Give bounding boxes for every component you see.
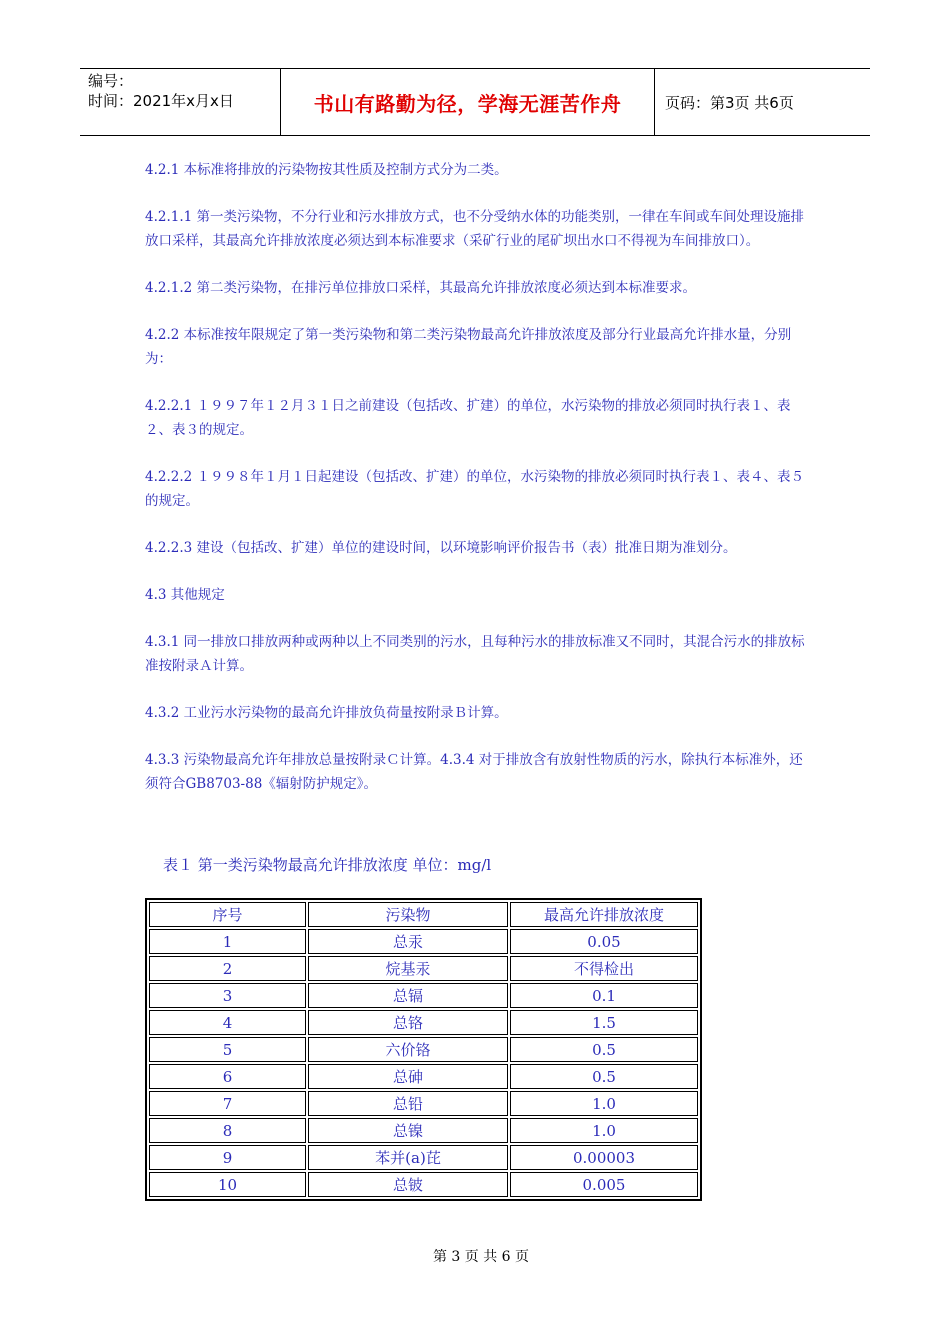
document-body (145, 158, 815, 819)
table-row (149, 1145, 698, 1170)
page-footer: 第 3 页 共 6 页 (432, 1249, 530, 1265)
paragraph: 4.2.1.1 第一类污染物，不分行业和污水排放方式，也不分受纳水体的功能类别，一律在车间或车间处理设施排放口采样，其最高允许排放浓度必须达到本标准要求（采矿行业的尾矿坝出水口不得视为车间排放口）。 (145, 209, 805, 249)
table-cell: 1.0 (510, 1118, 698, 1143)
table-cell: 1.5 (510, 1010, 698, 1035)
table-cell: 总砷 (308, 1064, 508, 1089)
table-cell: 总铍 (308, 1172, 508, 1197)
paragraph: 4.2.2 本标准按年限规定了第一类污染物和第二类污染物最高允许排放浓度及部分行业最高允许排水量，分别为： (145, 327, 792, 367)
paragraph: 4.2.2.3 建设（包括改、扩建）单位的建设时间，以环境影响评价报告书（表）批准日期为准划分。 (145, 540, 737, 556)
header-meta (80, 69, 281, 135)
paragraph: 4.3.2 工业污水污染物的最高允许排放负荷量按附录Ｂ计算。 (145, 705, 508, 721)
section-heading: 4.3 其他规定 (145, 587, 225, 603)
table-cell: 六价铬 (308, 1037, 508, 1062)
table-cell: 8 (149, 1118, 306, 1143)
table-header-row (149, 902, 698, 927)
table-cell: 总铬 (308, 1010, 508, 1035)
column-header: 序号 (149, 902, 306, 927)
table-cell: 4 (149, 1010, 306, 1035)
code-label: 编号： (88, 72, 134, 90)
table-cell: 0.00003 (510, 1145, 698, 1170)
table-cell: 0.5 (510, 1064, 698, 1089)
column-header: 最高允许排放浓度 (510, 902, 698, 927)
table-cell: 总镉 (308, 983, 508, 1008)
table-row (149, 983, 698, 1008)
table-cell: 6 (149, 1064, 306, 1089)
table-cell: 不得检出 (510, 956, 698, 981)
table-cell: 苯并(a)芘 (308, 1145, 508, 1170)
table-cell: 0.5 (510, 1037, 698, 1062)
time-label: 时间：2021年x月x日 (88, 92, 234, 110)
table-cell: 1.0 (510, 1091, 698, 1116)
table-row (149, 1091, 698, 1116)
table-row (149, 1172, 698, 1197)
table-cell: 总铅 (308, 1091, 508, 1116)
table-cell: 0.05 (510, 929, 698, 954)
table-cell: 7 (149, 1091, 306, 1116)
table-cell: 烷基汞 (308, 956, 508, 981)
table-cell: 9 (149, 1145, 306, 1170)
paragraph: 4.3.3 污染物最高允许年排放总量按附录Ｃ计算。4.3.4 对于排放含有放射性物质的污水，除执行本标准外，还须符合GB8703-88《辐射防护规定》。 (145, 752, 803, 792)
table-cell: 1 (149, 929, 306, 954)
column-header: 污染物 (308, 902, 508, 927)
table-cell: 0.005 (510, 1172, 698, 1197)
pollutant-table (145, 898, 702, 1201)
table-row (149, 1010, 698, 1035)
table-cell: 总镍 (308, 1118, 508, 1143)
paragraph: 4.2.1.2 第二类污染物，在排污单位排放口采样，其最高允许排放浓度必须达到本标准要求。 (145, 280, 697, 296)
table-row (149, 956, 698, 981)
table-caption: 表１ 第一类污染物最高允许排放浓度 单位：mg/l (163, 856, 492, 874)
table-row (149, 929, 698, 954)
table-cell: 10 (149, 1172, 306, 1197)
table-cell: 2 (149, 956, 306, 981)
table-row (149, 1064, 698, 1089)
header-motto: 书山有路勤为径，学海无涯苦作舟 (281, 69, 655, 135)
paragraph: 4.2.2.1 １９９７年１２月３１日之前建设（包括改、扩建）的单位，水污染物的排放必须同时执行表１、表２、表３的规定。 (145, 398, 791, 438)
paragraph: 4.2.1 本标准将排放的污染物按其性质及控制方式分为二类。 (145, 162, 508, 178)
table-cell: 3 (149, 983, 306, 1008)
table-cell: 0.1 (510, 983, 698, 1008)
paragraph: 4.3.1 同一排放口排放两种或两种以上不同类别的污水，且每种污水的排放标准又不同时，其混合污水的排放标准按附录Ａ计算。 (145, 634, 805, 674)
table-cell: 总汞 (308, 929, 508, 954)
header-page-number: 页码：第3页 共6页 (665, 93, 794, 112)
table-row (149, 1118, 698, 1143)
page-header (80, 68, 870, 136)
paragraph: 4.2.2.2 １９９８年１月１日起建设（包括改、扩建）的单位，水污染物的排放必须同时执行表１、表４、表５的规定。 (145, 469, 805, 509)
table-row (149, 1037, 698, 1062)
table-cell: 5 (149, 1037, 306, 1062)
